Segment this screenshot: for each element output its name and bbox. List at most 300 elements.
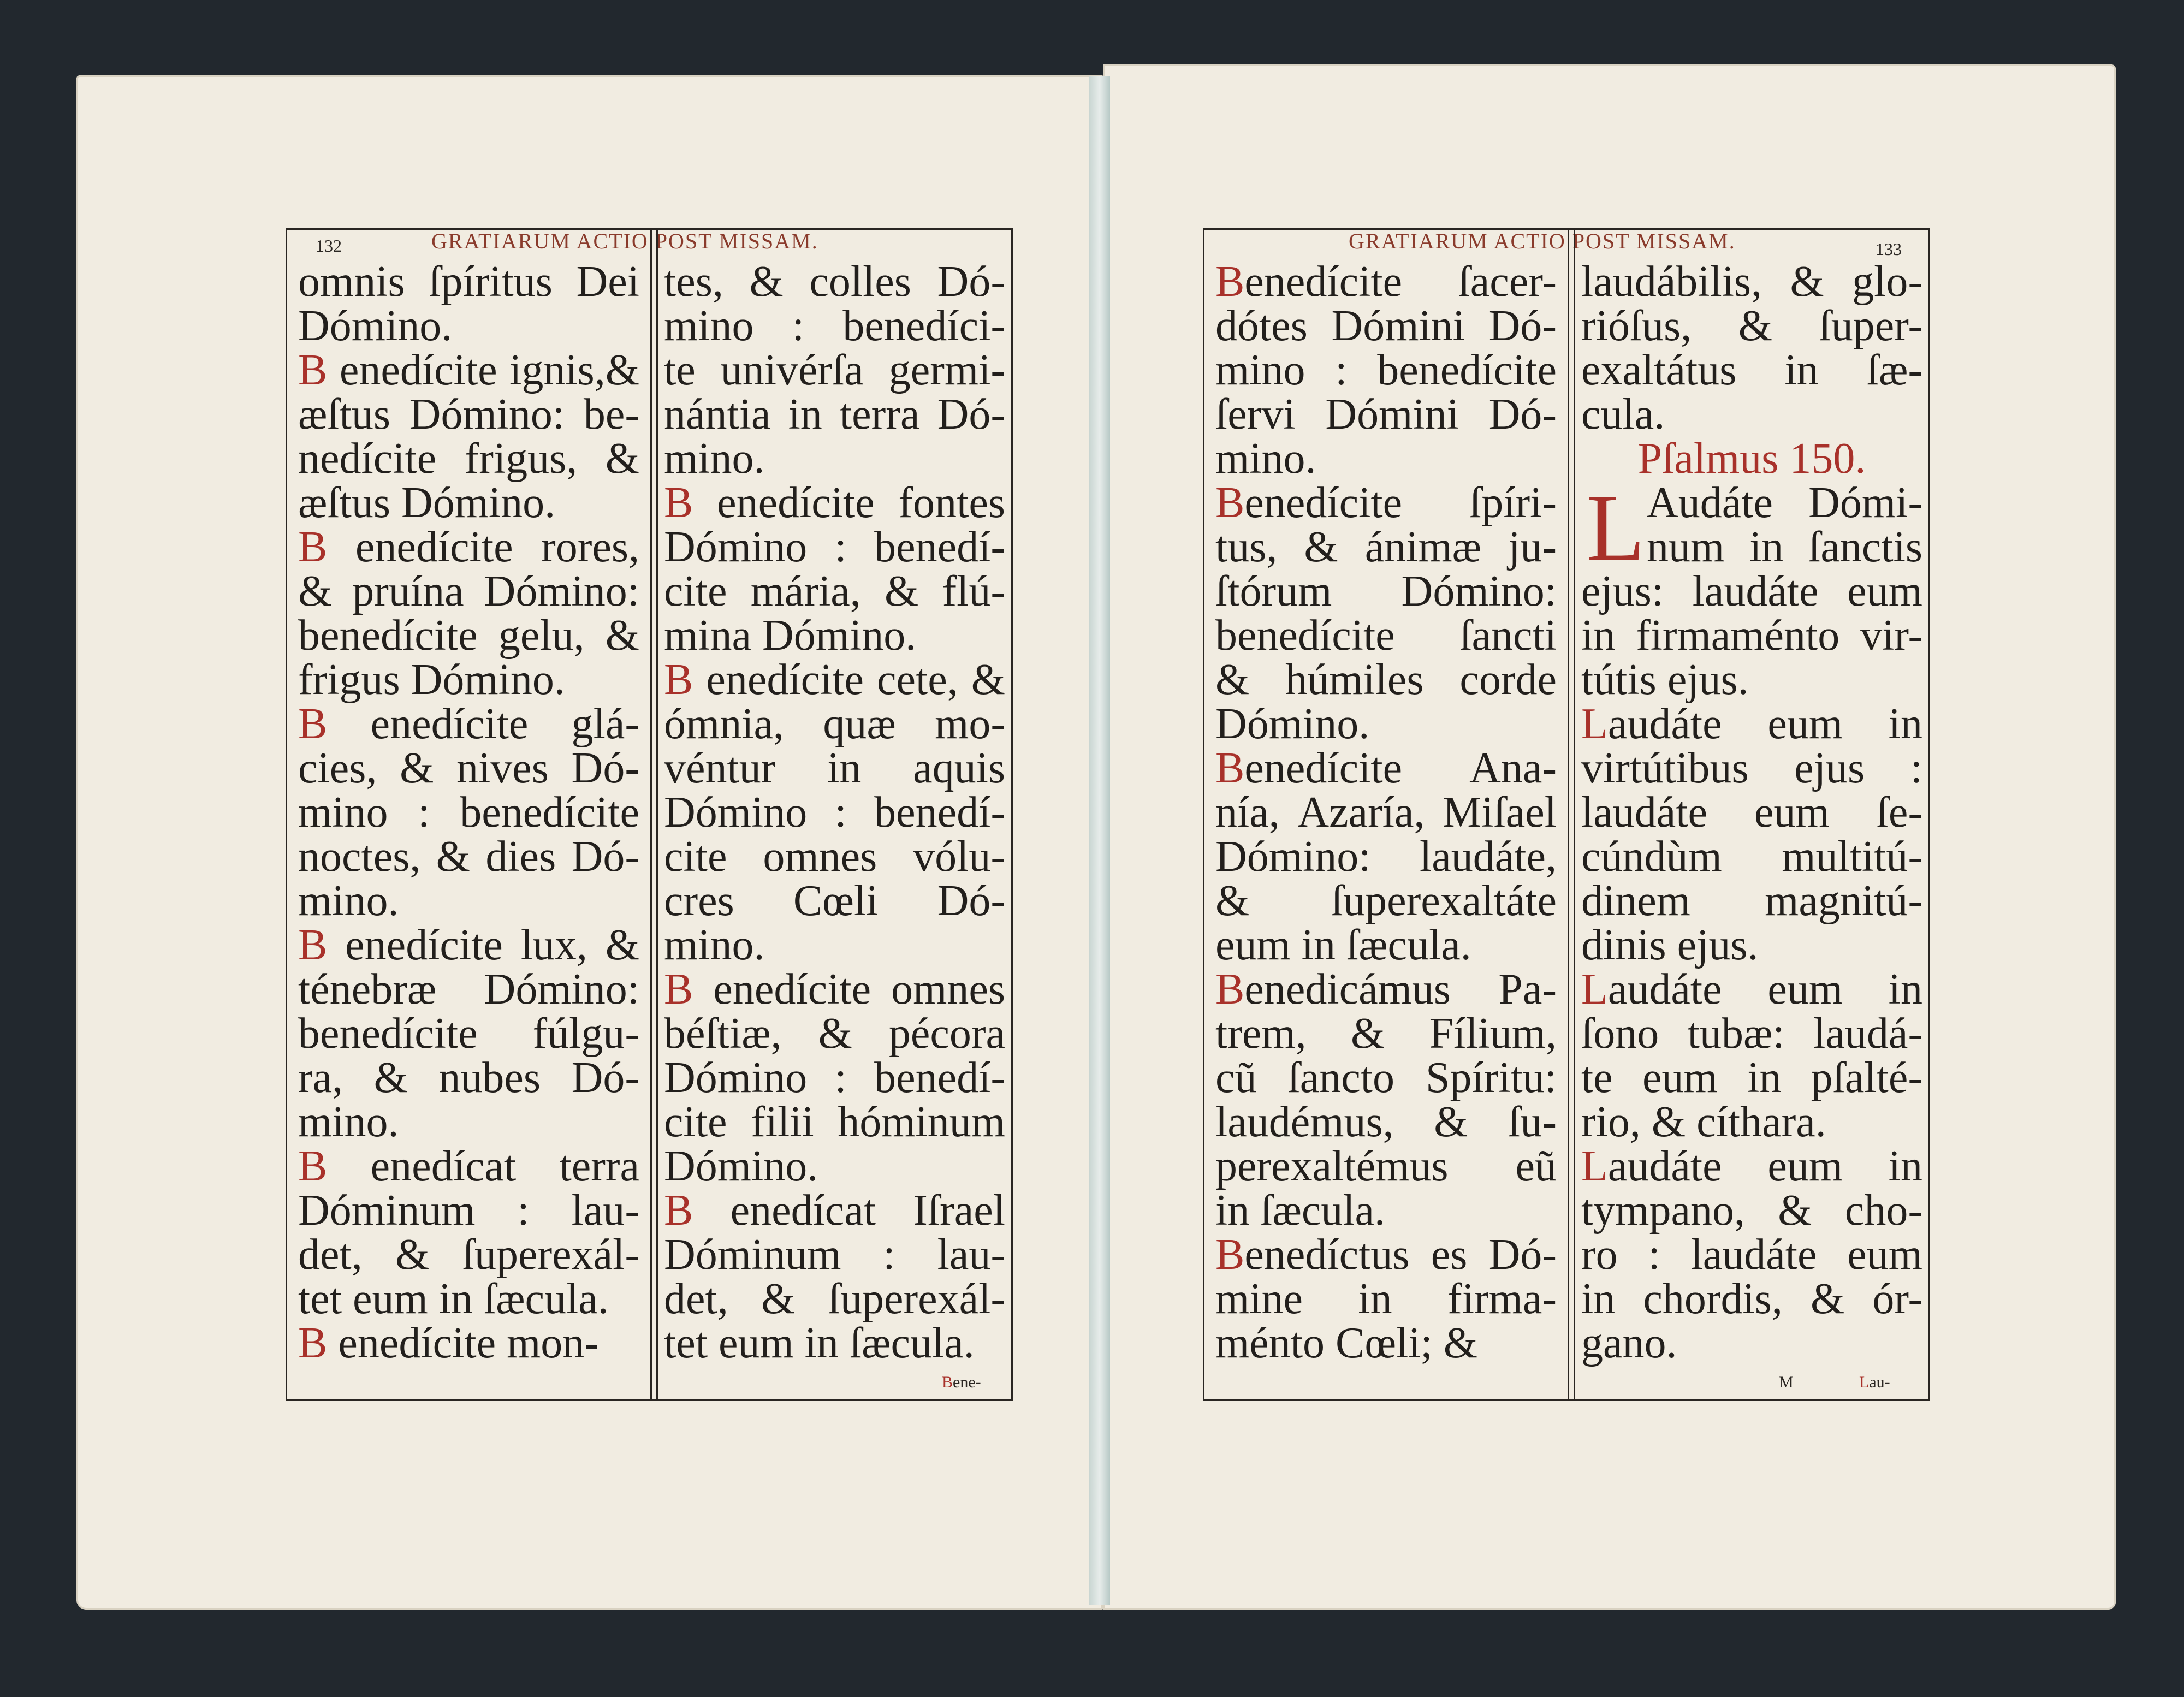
word-text: & [605, 435, 639, 483]
word [664, 1056, 807, 1100]
word-text: mine [1215, 1275, 1303, 1323]
word [298, 437, 436, 481]
word [1302, 923, 1336, 968]
word-space [400, 658, 411, 702]
word-space [708, 1321, 719, 1366]
word-text: univérſa [720, 346, 864, 394]
word-space [839, 1321, 850, 1366]
word-text: & [1434, 1098, 1468, 1146]
word-text: ſu- [1508, 1098, 1557, 1146]
word [532, 1012, 639, 1056]
word-text: enedícite [345, 921, 503, 969]
word-text: ſacer- [1458, 258, 1557, 306]
word-text: Dó- [1488, 302, 1557, 350]
word [664, 658, 693, 702]
word [1215, 702, 1369, 746]
word [877, 658, 958, 702]
text-line [1215, 390, 1557, 438]
text-line [1581, 1233, 1922, 1277]
word-text: benedí- [874, 523, 1005, 571]
word-text: be- [583, 390, 639, 438]
text-line [664, 1186, 1005, 1235]
word [1498, 965, 1557, 1013]
word-text: laudáte, [1420, 833, 1557, 881]
word-text: cite [664, 833, 727, 881]
word-space [390, 481, 401, 525]
word-text: ro [1581, 1231, 1618, 1279]
word-text: laudáte [1581, 788, 1707, 836]
word [429, 260, 553, 304]
text-line [664, 835, 1005, 879]
word [298, 965, 437, 1013]
rubric-initial: L [1581, 700, 1608, 748]
word-text: terra [839, 390, 920, 438]
word-text: trem, [1215, 1010, 1307, 1058]
word [664, 1321, 708, 1366]
right-column-2 [1581, 260, 1922, 1366]
word [374, 1056, 408, 1100]
word [1215, 260, 1402, 304]
word-text: in [1581, 1275, 1616, 1323]
word [721, 348, 864, 393]
word-text: húmiles [1285, 656, 1424, 704]
word [913, 1186, 1005, 1235]
text-line [664, 879, 1005, 923]
word-text: & [395, 1231, 430, 1279]
text-line [664, 1056, 1005, 1100]
rubric-initial: B [664, 656, 693, 704]
text-line [664, 614, 1005, 658]
word-space [1325, 1321, 1336, 1366]
text-line [298, 1012, 639, 1056]
word-text: eum [1215, 921, 1291, 969]
word-text: in [804, 1319, 839, 1367]
word-text: Dóminum [298, 1186, 476, 1235]
rubric-initial: B [298, 1319, 328, 1367]
word-text: Dómini [1325, 390, 1459, 438]
word-text: hóminum [838, 1098, 1005, 1146]
word [1581, 879, 1690, 923]
word-text: germi- [888, 346, 1005, 394]
word-text: ra, [298, 1054, 343, 1102]
word-space [496, 1321, 507, 1366]
word [664, 1012, 782, 1056]
word-text: enedícite [717, 479, 875, 527]
text-line [1581, 304, 1922, 348]
word-text: ſuperexál- [462, 1231, 639, 1279]
word [1581, 304, 1692, 348]
word-text: ténebræ [298, 965, 437, 1013]
word-text: in [1888, 1142, 1922, 1190]
word-text: : [517, 1186, 530, 1235]
word [484, 1277, 609, 1321]
word-text: rores, [541, 523, 639, 571]
text-line [298, 390, 639, 438]
word [664, 965, 693, 1013]
word-text: ſe- [1876, 788, 1922, 836]
word [827, 746, 861, 791]
word [1690, 1233, 1817, 1277]
word-text: ſuperexaltáte [1331, 877, 1557, 925]
text-line [1581, 1277, 1922, 1321]
word [1325, 390, 1459, 438]
rubric-initial: B [298, 346, 328, 394]
word-space [1641, 1100, 1652, 1144]
text-line [1215, 304, 1557, 348]
word [1488, 390, 1557, 438]
text-line [1581, 1100, 1922, 1144]
word-text: eum [1847, 1231, 1922, 1279]
word [1847, 569, 1922, 614]
word-text: Azaría, [1297, 788, 1425, 836]
word [298, 1186, 476, 1235]
word [1889, 702, 1922, 746]
text-line [298, 1100, 639, 1144]
word [298, 260, 405, 304]
word [439, 1277, 473, 1321]
word [664, 702, 784, 746]
word-text: Dó- [571, 744, 639, 792]
text-line [664, 1277, 1005, 1321]
word-text: laudémus, [1215, 1098, 1394, 1146]
word [1889, 1144, 1922, 1189]
word [713, 965, 871, 1013]
word-text: benedícite [1215, 612, 1395, 660]
word-text: Dómino [664, 1054, 808, 1102]
word-text: frigus [298, 656, 400, 704]
word-text: nedícite [298, 435, 437, 483]
word [509, 348, 639, 393]
word-text: æſtus [298, 390, 390, 438]
text-line [664, 788, 1005, 836]
word-text: Dómino. [411, 656, 565, 704]
word-text: cũ [1215, 1054, 1257, 1102]
text-line [1581, 390, 1922, 438]
word [1215, 525, 1277, 569]
text-line [298, 614, 639, 658]
word-text: lau- [937, 1231, 1005, 1279]
word [838, 1100, 1005, 1144]
word-text: te [1581, 1054, 1613, 1102]
word [1215, 1056, 1257, 1100]
word [1867, 348, 1922, 393]
right-text-frame [1203, 228, 1930, 1401]
word-text: benedí- [874, 1054, 1005, 1102]
word-text: : [834, 523, 847, 571]
word-space [1686, 1100, 1696, 1144]
word [1459, 614, 1557, 658]
word [1696, 1100, 1826, 1144]
rubric-initial: B [1215, 744, 1245, 792]
word [1215, 923, 1291, 968]
word-text: in [1581, 612, 1616, 660]
word-text: Dómino. [762, 612, 917, 660]
text-line [1215, 965, 1557, 1013]
text-line [1215, 788, 1557, 836]
catchword-initial: B [942, 1373, 953, 1391]
word [883, 1233, 895, 1277]
word-text: es [1431, 1231, 1468, 1279]
word-text: ménto [1215, 1319, 1325, 1367]
word [485, 835, 556, 879]
word-text: ſpíri- [1469, 479, 1557, 527]
word-text: benedí- [874, 788, 1005, 836]
word-text: glá- [571, 700, 639, 748]
word [1581, 614, 1615, 658]
word-text: vir- [1860, 612, 1922, 660]
word [809, 260, 911, 304]
word [935, 702, 1005, 746]
word-text: vólu- [913, 833, 1005, 881]
word [1304, 525, 1338, 569]
word-text: : [834, 788, 847, 836]
text-line [1581, 1186, 1922, 1235]
word [1431, 1233, 1468, 1277]
rubric-initial: B [664, 1186, 693, 1235]
word-text: & [971, 656, 1005, 704]
word-text: : [1910, 744, 1922, 792]
text-line [1581, 1321, 1922, 1366]
word-text: Dómino. [401, 479, 556, 527]
word-text: in [1784, 346, 1819, 394]
word [1489, 304, 1557, 348]
word-text: in [1747, 1054, 1782, 1102]
word-text: eum [1754, 788, 1830, 836]
word-text: mina [664, 612, 751, 660]
word [1288, 1056, 1394, 1100]
word [913, 835, 1005, 879]
word-text: Dó- [937, 877, 1005, 925]
word [572, 746, 639, 791]
text-line [1215, 348, 1557, 393]
word [418, 788, 430, 836]
word-text: ejus [1794, 744, 1865, 792]
word-text: colles [809, 258, 911, 306]
word-text: omnes [891, 965, 1005, 1013]
word-text: ſæcula. [1260, 1186, 1386, 1235]
word [1215, 1012, 1307, 1056]
word [1581, 1056, 1613, 1100]
word [1581, 788, 1707, 836]
left-column-1 [298, 260, 639, 1366]
word-text: eum [1767, 700, 1843, 748]
word-text: : [792, 302, 805, 350]
word [559, 1144, 639, 1189]
word-text: tes, [664, 258, 723, 306]
word [828, 1277, 1005, 1321]
rubric-initial: B [1215, 965, 1245, 1013]
word [1747, 1056, 1781, 1100]
word-text: cete, [877, 656, 958, 704]
word [1332, 304, 1465, 348]
word-text: ſæcula. [849, 1319, 975, 1367]
word-text: : [1648, 1231, 1660, 1279]
word [1581, 1277, 1615, 1321]
word [1794, 746, 1865, 791]
word-text: : [418, 788, 430, 836]
word-text: dótes [1215, 302, 1308, 350]
word-text: mino [664, 302, 754, 350]
text-line [1215, 1056, 1557, 1100]
word [498, 614, 585, 658]
word [971, 658, 1005, 702]
word-text: ſuperexál- [828, 1275, 1005, 1323]
word-text: enedícite [706, 656, 864, 704]
word-text: enedícite [1244, 744, 1403, 792]
word-text: terra [559, 1142, 639, 1190]
word-space [794, 1321, 805, 1366]
text-line [1215, 923, 1557, 968]
text-line [664, 390, 1005, 438]
word [664, 525, 807, 569]
text-line [1581, 835, 1922, 879]
word-text: benedícite [298, 612, 478, 660]
word-text: tus, [1215, 523, 1278, 571]
word [1215, 1144, 1448, 1189]
word-text: audáte [1607, 1142, 1722, 1190]
word [462, 1233, 639, 1277]
rubric-initial: L [1581, 1142, 1608, 1190]
word-text: nives [456, 744, 549, 792]
word [749, 260, 783, 304]
word [1581, 260, 1762, 304]
word [1444, 1321, 1477, 1366]
word-text: : [883, 1231, 895, 1279]
word [1749, 525, 1783, 569]
word-text: enedíctus [1244, 1231, 1410, 1279]
word-text: & [761, 1275, 796, 1323]
word [1508, 525, 1557, 569]
word [298, 348, 327, 393]
word-text: audáte [1607, 965, 1722, 1013]
word-text: Miſael [1443, 788, 1557, 836]
word [583, 390, 639, 438]
word [1652, 1100, 1686, 1144]
word [1215, 1321, 1325, 1366]
word [1215, 658, 1249, 702]
text-line [1215, 569, 1557, 614]
text-line [664, 1100, 1005, 1144]
word [1297, 788, 1425, 836]
word [1581, 1144, 1722, 1189]
word [1215, 835, 1370, 879]
word-text: ſono [1581, 1010, 1659, 1058]
text-line [664, 1233, 1005, 1277]
text-line [298, 746, 639, 791]
word-space [1336, 923, 1346, 968]
word [1581, 702, 1722, 746]
text-line [664, 481, 1005, 525]
word [1215, 1277, 1303, 1321]
text-line [1581, 879, 1922, 923]
word-space [1433, 1321, 1444, 1366]
word-text: & [818, 1010, 852, 1058]
word [1581, 835, 1722, 879]
word-text: corde [1459, 656, 1557, 704]
rubric-initial: B [1215, 479, 1245, 527]
catchword-rest: ene- [953, 1373, 981, 1391]
rubric-initial: B [1215, 258, 1245, 306]
word-text: & [373, 1054, 408, 1102]
word-text: mino. [664, 921, 765, 969]
word [1215, 879, 1249, 923]
word [1429, 1012, 1557, 1056]
text-line [298, 1233, 639, 1277]
word-text: Ana- [1469, 744, 1557, 792]
word [664, 614, 751, 658]
text-line [664, 260, 1005, 304]
word [1285, 658, 1423, 702]
word [751, 569, 861, 614]
word [706, 658, 864, 702]
word-text: Dómino. [1215, 700, 1370, 748]
word [1365, 525, 1481, 569]
word [1872, 1277, 1922, 1321]
word-text: ſuper- [1819, 302, 1922, 350]
word [839, 390, 920, 438]
word-text: béſtiæ, [664, 1010, 782, 1058]
word [298, 879, 399, 923]
word-text: eũ [1515, 1142, 1557, 1190]
text-line [1215, 1321, 1557, 1366]
text-line [298, 348, 639, 393]
word-text: fúlgu- [532, 1010, 639, 1058]
left-column-2 [664, 260, 1005, 1366]
word [664, 1186, 693, 1235]
word [937, 260, 1005, 304]
word-text: & [1304, 523, 1338, 571]
text-line [1581, 1056, 1922, 1100]
word-text: & [1738, 302, 1773, 350]
word-text: in [1301, 921, 1336, 969]
word [436, 835, 470, 879]
word-text: enedícite [355, 523, 513, 571]
drop-capital-L: L [1587, 474, 1645, 580]
word [572, 702, 639, 746]
text-line [298, 304, 639, 348]
word-text: benedícite [460, 788, 639, 836]
word [1647, 525, 1724, 569]
rubric-initial: L [1581, 965, 1608, 1013]
word-text: magnitú- [1765, 877, 1922, 925]
word-text: in [1749, 523, 1784, 571]
word [664, 1277, 728, 1321]
word [1738, 304, 1772, 348]
word-text: ju- [1508, 523, 1557, 571]
word [298, 1012, 478, 1056]
word [1808, 481, 1922, 525]
catchword-rest: au- [1869, 1373, 1890, 1391]
word-text: ſancti [1459, 612, 1557, 660]
word [1215, 390, 1296, 438]
word [834, 788, 847, 836]
word-text: tet [298, 1275, 342, 1323]
word-text: Dóminum [664, 1231, 841, 1279]
word [1844, 1186, 1922, 1235]
word-text: Dei [576, 258, 639, 306]
text-line [1215, 1144, 1557, 1189]
word [874, 1056, 1005, 1100]
word [889, 348, 1005, 393]
text-line [1581, 923, 1922, 968]
word [571, 1186, 639, 1235]
word-text: æſtus [298, 479, 390, 527]
word [942, 569, 1005, 614]
word [1215, 788, 1280, 836]
word-text: cite [664, 567, 727, 615]
word-text: ſanctis [1808, 523, 1922, 571]
text-line [298, 923, 639, 968]
